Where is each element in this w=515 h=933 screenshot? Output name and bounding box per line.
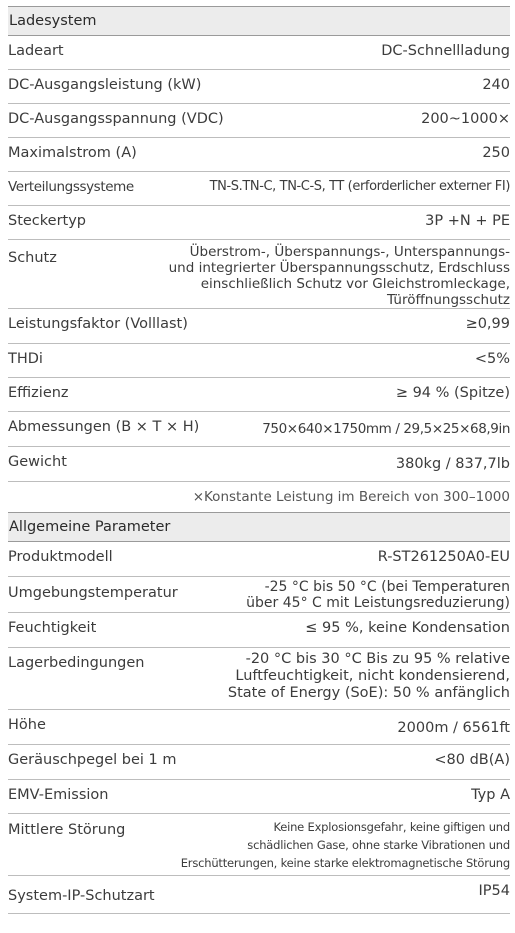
section-header-ladesystem: Ladesystem bbox=[8, 6, 510, 36]
spec-row-ladeart bbox=[8, 36, 510, 70]
spec-value: ≥0,99 bbox=[465, 316, 510, 332]
spec-key: DC-Ausgangsleistung (kW) bbox=[8, 77, 202, 93]
spec-value: 750×640×1750mm / 29,5×25×68,9in bbox=[262, 421, 510, 437]
spec-value-line: und integrierter Überspannungsschutz, Erdschluss bbox=[168, 260, 510, 276]
spec-key: Schutz bbox=[8, 250, 57, 266]
spec-row-noise-level bbox=[8, 745, 510, 780]
spec-key: Effizienz bbox=[8, 385, 69, 401]
spec-key: EMV-Emission bbox=[8, 787, 109, 803]
spec-value: DC-Schnellladung bbox=[381, 43, 510, 59]
spec-row-efficiency bbox=[8, 378, 510, 412]
spec-value bbox=[246, 579, 510, 611]
spec-row-dimensions bbox=[8, 412, 510, 447]
spec-value: <5% bbox=[474, 351, 510, 367]
spec-value: R-ST261250A0-EU bbox=[377, 549, 510, 565]
spec-key: Höhe bbox=[8, 717, 46, 733]
spec-value-line: Luftfeuchtigkeit, nicht kondensierend, bbox=[235, 668, 510, 684]
spec-row-dc-output-power bbox=[8, 70, 510, 104]
spec-value-line: einschließlich Schutz vor Gleichstromleckage, bbox=[200, 276, 510, 292]
spec-row-max-current bbox=[8, 138, 510, 172]
spec-key: Ladeart bbox=[8, 43, 64, 59]
spec-row-dc-output-voltage bbox=[8, 104, 510, 138]
spec-value: 240 bbox=[482, 77, 510, 93]
spec-value-line: Keine Explosionsgefahr, keine giftigen und bbox=[273, 820, 510, 834]
spec-value-line: schädlichen Gase, ohne starke Vibrationen und bbox=[247, 838, 510, 852]
spec-value bbox=[169, 244, 510, 308]
spec-key: Mittlere Störung bbox=[8, 822, 126, 838]
spec-key: Abmessungen (B × T × H) bbox=[8, 419, 200, 435]
spec-row-protection bbox=[8, 240, 510, 309]
spec-row-product-model bbox=[8, 542, 510, 577]
spec-value: 2000m / 6561ft bbox=[397, 720, 510, 736]
spec-value: ≤ 95 %, keine Kondensation bbox=[305, 620, 510, 636]
spec-row-storage-conditions bbox=[8, 648, 510, 710]
spec-row-humidity bbox=[8, 613, 510, 648]
spec-key: DC-Ausgangsspannung (VDC) bbox=[8, 111, 224, 127]
spec-row-medium-interference bbox=[8, 814, 510, 876]
spec-value: Typ A bbox=[471, 787, 510, 803]
spec-value-line: über 45° C mit Leistungsreduzierung) bbox=[246, 595, 510, 611]
spec-value-line: Überstrom-, Überspannungs-, Unterspannungs- bbox=[189, 244, 510, 260]
spec-value: IP54 bbox=[478, 883, 510, 899]
spec-row-weight bbox=[8, 447, 510, 482]
spec-value: TN-S.TN-C, TN-C-S, TT (erforderlicher externer FI) bbox=[209, 179, 510, 194]
spec-row-connector-type bbox=[8, 206, 510, 240]
spec-key: System-IP-Schutzart bbox=[8, 888, 155, 904]
spec-key: Feuchtigkeit bbox=[8, 620, 97, 636]
spec-row-distribution-systems bbox=[8, 172, 510, 206]
spec-value-line: State of Energy (SoE): 50 % anfänglich bbox=[227, 685, 510, 701]
spec-value-line: Erschütterungen, keine starke elektromagnetische Störung bbox=[180, 856, 510, 870]
spec-key: Steckertyp bbox=[8, 213, 87, 229]
spec-key: Geräuschpegel bei 1 m bbox=[8, 752, 177, 768]
spec-value: 200~1000× bbox=[421, 111, 510, 127]
spec-key: Verteilungssysteme bbox=[8, 179, 134, 195]
spec-value: 3P +N + PE bbox=[425, 213, 510, 229]
spec-key: Lagerbedingungen bbox=[8, 655, 145, 671]
spec-row-power-factor bbox=[8, 309, 510, 344]
spec-key: Produktmodell bbox=[8, 549, 113, 565]
spec-row-altitude bbox=[8, 710, 510, 745]
spec-key: Gewicht bbox=[8, 454, 67, 470]
spec-key: Umgebungstemperatur bbox=[8, 585, 178, 601]
spec-value-line: Türöffnungsschutz bbox=[387, 292, 510, 308]
spec-value: ≥ 94 % (Spitze) bbox=[395, 385, 510, 401]
spec-value bbox=[228, 651, 510, 702]
spec-sheet bbox=[8, 6, 510, 914]
spec-key: Leistungsfaktor (Volllast) bbox=[8, 316, 188, 332]
spec-value: <80 dB(A) bbox=[434, 752, 510, 768]
spec-value-line: -20 °C bis 30 °C Bis zu 95 % relative bbox=[245, 651, 510, 667]
footnote: ×Konstante Leistung im Bereich von 300–1000 bbox=[192, 489, 510, 505]
spec-row-emc-emission bbox=[8, 780, 510, 814]
spec-key: Maximalstrom (A) bbox=[8, 145, 137, 161]
spec-row-ip-rating bbox=[8, 876, 510, 914]
spec-row-ambient-temperature bbox=[8, 577, 510, 613]
spec-value: 250 bbox=[482, 145, 510, 161]
section-header-allgemeine-parameter: Allgemeine Parameter bbox=[8, 512, 510, 542]
spec-key: THDi bbox=[8, 351, 43, 367]
spec-value: 380kg / 837,7lb bbox=[395, 456, 510, 472]
spec-row-thdi bbox=[8, 344, 510, 378]
spec-value bbox=[181, 818, 510, 872]
spec-value-line: -25 °C bis 50 °C (bei Temperaturen bbox=[264, 579, 510, 595]
